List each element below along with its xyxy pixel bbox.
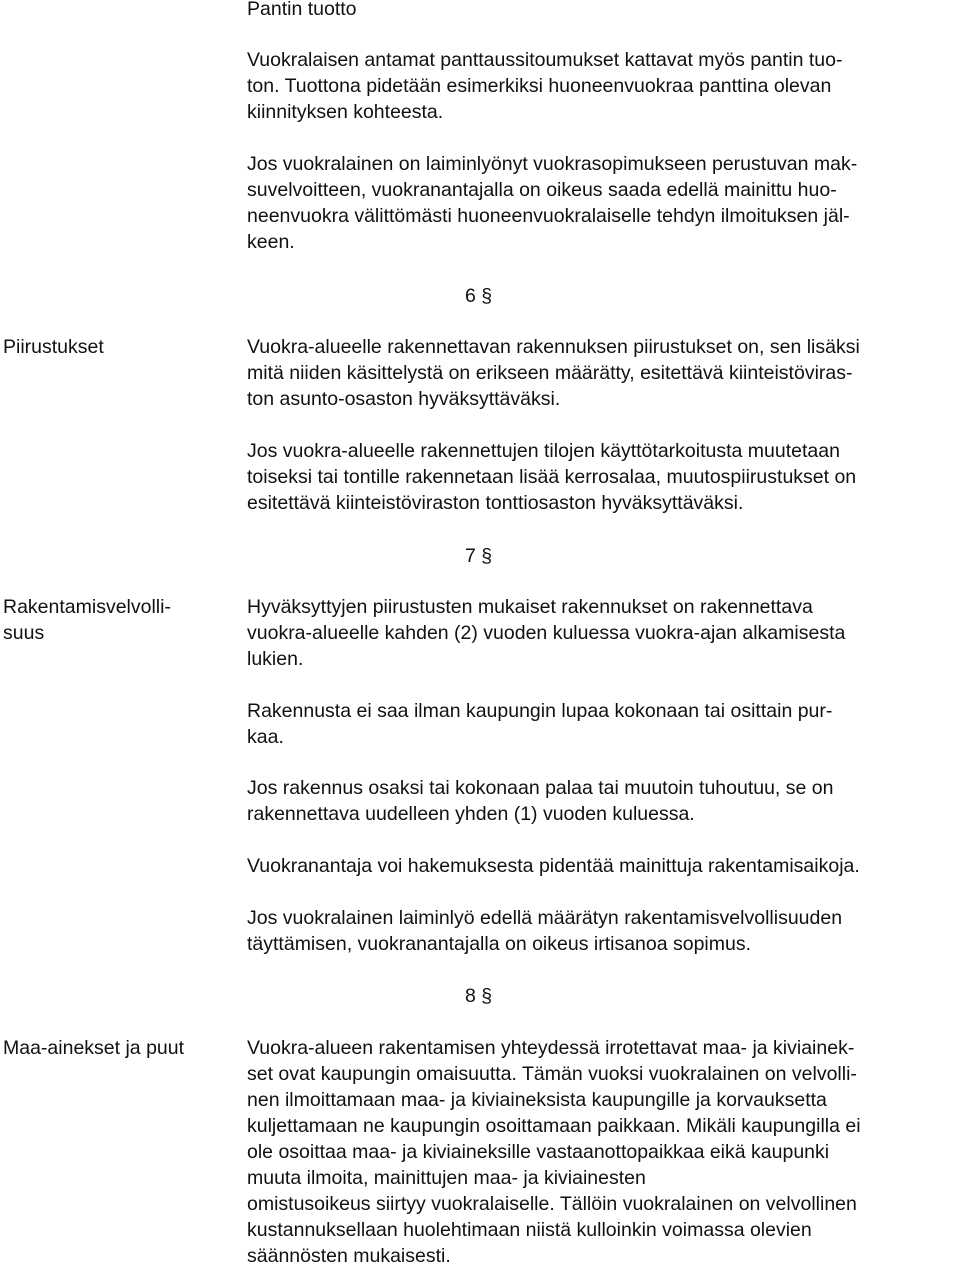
text-line: Pantin tuotto <box>247 0 357 20</box>
section-7-label <box>3 594 233 646</box>
section-number: 8 § <box>465 985 493 1007</box>
text-line: ton. Tuottona pidetään esimerkiksi huoneenvuokraa panttina olevan <box>247 75 832 97</box>
intro-paragraph-2 <box>247 151 960 255</box>
text-line: Vuokranantaja voi hakemuksesta pidentää mainittuja rakentamisaikoja. <box>247 855 860 877</box>
section-7-paragraph-3 <box>247 775 960 827</box>
text-line: Jos rakennus osaksi tai kokonaan palaa tai muutoin tuhoutuu, se on <box>247 777 834 799</box>
section-7-paragraph-4 <box>247 853 960 879</box>
text-line: rakennettava uudelleen yhden (1) vuoden kuluessa. <box>247 803 695 825</box>
section-8-label <box>3 1035 233 1061</box>
text-line: Vuokralaisen antamat panttaussitoumukset kattavat myös pantin tuo- <box>247 49 843 71</box>
section-7-paragraph-1 <box>247 594 960 672</box>
text-line: toiseksi tai tontille rakennetaan lisää kerrosalaa, muutospiirustukset on <box>247 466 857 488</box>
text-line: Jos vuokralainen on laiminlyönyt vuokrasopimukseen perustuvan mak- <box>247 153 858 175</box>
text-line: kaa. <box>247 726 284 748</box>
text-line: esitettävä kiinteistöviraston tonttiosaston hyväksyttäväksi. <box>247 492 744 514</box>
text-line: täyttämisen, vuokranantajalla on oikeus irtisanoa sopimus. <box>247 933 752 955</box>
section-6-paragraph-2 <box>247 438 960 516</box>
text-line: mitä niiden käsittelystä on erikseen määrätty, esitettävä kiinteistöviras- <box>247 362 853 384</box>
text-line: kiinnityksen kohteesta. <box>247 101 444 123</box>
text-line: nen ilmoittamaan maa- ja kiviaineksista kaupungille ja korvauksetta <box>247 1089 827 1111</box>
text-line: ton asunto-osaston hyväksyttäväksi. <box>247 388 561 410</box>
text-line: lukien. <box>247 648 304 670</box>
label-line: suus <box>3 622 45 644</box>
label-line: Maa-ainekset ja puut <box>3 1037 185 1059</box>
label-line: Rakentamisvelvolli- <box>3 596 171 618</box>
text-line: omistusoikeus siirtyy vuokralaiselle. Tällöin vuokralainen on velvollinen <box>247 1193 857 1215</box>
label-line: Piirustukset <box>3 336 104 358</box>
text-line: muuta ilmoita, mainittujen maa- ja kiviainesten <box>247 1167 646 1189</box>
intro-paragraph-1 <box>247 47 960 125</box>
text-line: Rakennusta ei saa ilman kaupungin lupaa kokonaan tai osittain pur- <box>247 700 833 722</box>
section-7-paragraph-2 <box>247 698 960 750</box>
text-line: suvelvoitteen, vuokranantajalla on oikeus saada edellä mainittu huo- <box>247 179 837 201</box>
text-line: Jos vuokra-alueelle rakennettujen tilojen käyttötarkoitusta muutetaan <box>247 440 840 462</box>
section-7-number <box>465 543 545 569</box>
text-line: neenvuokra välittömästi huoneenvuokralaiselle tehdyn ilmoituksen jäl- <box>247 205 850 227</box>
text-line: kustannuksellaan huolehtimaan niistä kulloinkin voimassa olevien <box>247 1219 812 1241</box>
section-number: 6 § <box>465 285 493 307</box>
text-line: vuokra-alueelle kahden (2) vuoden kuluessa vuokra-ajan alkamisesta <box>247 622 846 644</box>
text-line: kuljettamaan ne kaupungin osoittamaan paikkaan. Mikäli kaupungilla ei <box>247 1115 861 1137</box>
text-line: Vuokra-alueelle rakennettavan rakennuksen piirustukset on, sen lisäksi <box>247 336 860 358</box>
text-line: säännösten mukaisesti. <box>247 1245 451 1267</box>
section-7-paragraph-5 <box>247 905 960 957</box>
section-8-number <box>465 983 545 1009</box>
section-6-label <box>3 334 233 360</box>
section-number: 7 § <box>465 545 493 567</box>
section-6-number <box>465 283 545 309</box>
text-line: set ovat kaupungin omaisuutta. Tämän vuoksi vuokralainen on velvolli- <box>247 1063 857 1085</box>
intro-heading <box>247 0 960 22</box>
section-8-paragraph-1 <box>247 1035 960 1269</box>
text-line: keen. <box>247 231 295 253</box>
text-line: Jos vuokralainen laiminlyö edellä määrätyn rakentamisvelvollisuuden <box>247 907 843 929</box>
section-6-paragraph-1 <box>247 334 960 412</box>
text-line: ole osoittaa maa- ja kiviaineksille vastaanottopaikkaa eikä kaupunki <box>247 1141 830 1163</box>
text-line: Vuokra-alueen rakentamisen yhteydessä irrotettavat maa- ja kiviainek- <box>247 1037 855 1059</box>
text-line: Hyväksyttyjen piirustusten mukaiset rakennukset on rakennettava <box>247 596 813 618</box>
